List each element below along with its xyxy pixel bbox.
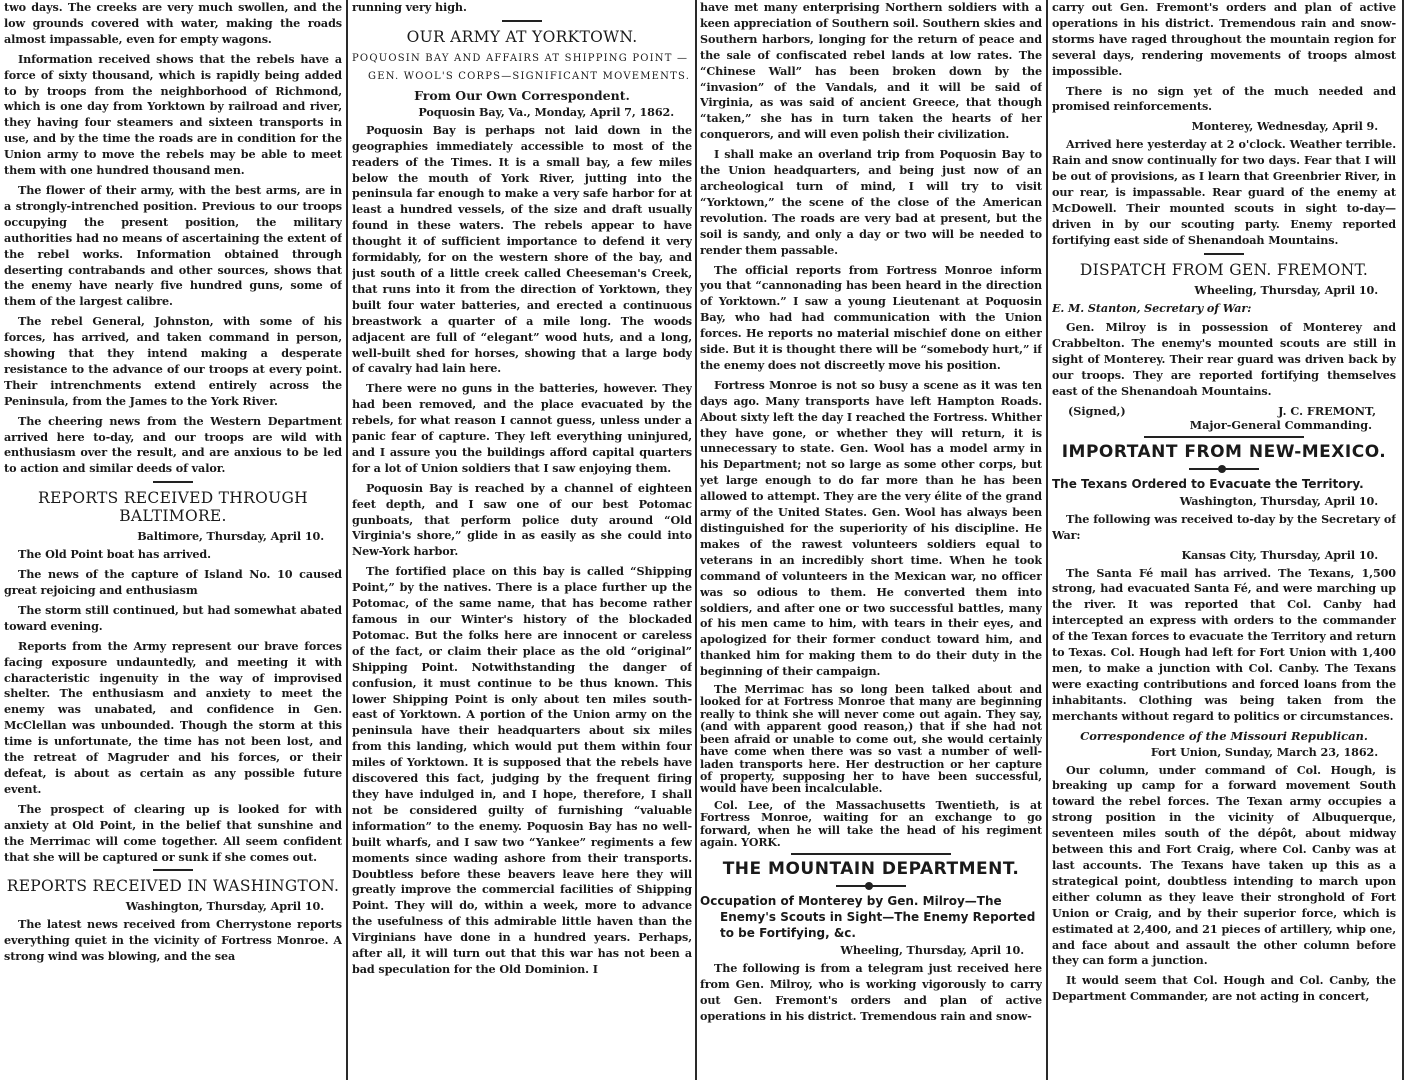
section-headline: DISPATCH FROM GEN. FREMONT.: [1079, 260, 1369, 279]
article-paragraph: The rebel General, Johnston, with some of his forces, has arrived, and taken command in person, showing that they intend making a desperate resistance to the advance of our troops at every point. Their intrenchments extend entirely across the Peninsula, from the James to the York River.: [4, 314, 342, 408]
column-2: [352, 0, 692, 1080]
article-paragraph: The latest news received from Cherrystone reports everything quiet in the vicinity of Fortress Monroe. A strong wind was blowing, and the sea: [4, 917, 342, 964]
department-headline: IMPORTANT FROM NEW-MEXICO.: [1061, 441, 1387, 462]
article-paragraph: carry out Gen. Fremont's orders and plan of active operations in his district. Tremendous rain and snow-storms have raged throughout the mountain region for several days, rendering movements of troops almost impossible.: [1052, 0, 1396, 78]
correspondent-line: From Our Own Correspondent.: [414, 87, 630, 103]
article-paragraph: Arrived here yesterday at 2 o'clock. Weather terrible. Rain and snow continually for two days. Fear that I will be out of provisions, as I learn that Greenbrier River, in our rear, is impassable. Rear guard of the enemy at McDowell. Their mounted scouts in sight to-day—driven in by our scouting party. Enemy reported fortifying east side of Shenandoah Mountains.: [1052, 137, 1396, 247]
section-divider: [153, 481, 193, 483]
article-paragraph: Reports from the Army represent our brave forces facing exposure undauntedly, and meeting it with characteristic ingenuity in the way of improvised shelter. The enthusiasm and anxiety to meet the enemy was unabated, and confidence in Gen. McClellan was unbounded. Though the storm at this time is unfortunate, the time has not been lost, and the retreat of Magruder and his forces, or their defeat, is about as certain as any possible future event.: [4, 638, 342, 796]
dateline: Wheeling, Thursday, April 10.: [840, 943, 1024, 958]
article-paragraph: Fortress Monroe is not so busy a scene as it was ten days ago. Many transports have left Hampton Roads. About sixty left the day I reached the Fortress. Whither they have gone, or whether they will return, it is unnecessary to state. Gen. Wool has a model army in his Department; not so large as some other corps, but yet large enough to do far more than he has been allowed to attempt. They are the very élite of the grand army of the United States. Gen. Wool has always been distinguished for the superiority of his discipline. He makes of the rawest volunteers soldiers equal to veterans in an incredibly short time. When he took command of volunteers in the Mexican war, no officer was so odious to them. He converted them into soldiers, and after one or two successful battles, many of his men came to him, with tears in their eyes, and apologized for their former conduct toward him, and thanked him for making them to do their duty in the beginning of their campaign.: [700, 377, 1042, 679]
column-1: [4, 0, 342, 1080]
article-paragraph: two days. The creeks are very much swollen, and the low grounds covered with water, making the roads almost impassable, even for empty wagons.: [4, 0, 342, 46]
section-divider-long: [791, 853, 951, 855]
section-headline: OUR ARMY AT YORKTOWN.: [406, 27, 638, 46]
dateline: Fort Union, Sunday, March 23, 1862.: [1150, 744, 1378, 759]
subheadline: The Texans Ordered to Evacuate the Territory.: [1052, 476, 1364, 491]
dateline: Poquosin Bay, Va., Monday, April 7, 1862.: [418, 104, 674, 119]
dateline: Washington, Thursday, April 10.: [125, 899, 324, 914]
article-paragraph: The following is from a telegram just received here from Gen. Milroy, who is working vigorously to carry out Gen. Fremont's orders and plan of active operations in his district. Tremendous rain and snow-: [700, 961, 1042, 1023]
article-paragraph: Poquosin Bay is reached by a channel of eighteen feet depth, and I saw one of our best Potomac gunboats, that perform police duty around “Old Virginia's shore,” glide in as easily as she could into New-York harbor.: [352, 480, 692, 559]
column-rule: [346, 0, 348, 1080]
article-paragraph: The fortified place on this bay is called “Shipping Point,” by the natives. There is a place further up the Potomac, of the same name, that has become rather famous in our Winter's history of the blockaded Potomac. But the folks here are innocent or careless of the fact, or claim their place as the old “original” Shipping Point. Notwithstanding the danger of confusion, it must continue to be thus known. This lower Shipping Point is only about ten miles south-east of Yorktown. A portion of the Union army on the peninsula have their headquarters about six miles from this landing, which would put them within four miles of Yorktown. It is supposed that the rebels have discovered this fact, judging by the frequent firing they have indulged in, and I hope, therefore, I shall not be considered guilty of furnishing “valuable information” to the enemy. Poquosin Bay has no well-built wharfs, and I saw two “Yankee” regiments a few moments since wading ashore from their transports. Doubtless before these beavers leave here they will greatly improve the commercial facilities of Shipping Point. They will do, within a week, more to advance the usefulness of this admirable little haven than the Virginians have done in a hundred years. Perhaps, after all, it will turn out that this war has not been a bad speculation for the Old Dominion. I: [352, 564, 692, 976]
correspondence-credit: Correspondence of the Missouri Republican.: [1080, 728, 1368, 743]
article-paragraph: The following was received to-day by the Secretary of War:: [1052, 511, 1396, 542]
article-paragraph: have met many enterprising Northern soldiers with a keen appreciation of Southern soil. Southern skies and Southern harbors, longing for the return of peace and the sale of confiscated rebel lands at low rates. The “Chinese Wall” has been broken down by the “invasion” of the Vandals, and it will be said of Virginia, as was said of ancient Greece, that though “taken,” she has in turn taken the hearts of her conquerors, and will even polish their civilization.: [700, 0, 1042, 142]
headline-deck: POQUOSIN BAY AND AFFAIRS AT SHIPPING POINT —GEN. WOOL'S CORPS—SIGNIFICANT MOVEMENTS.: [352, 52, 691, 82]
dateline: Washington, Thursday, April 10.: [1179, 493, 1378, 508]
signatory-name: J. C. FREMONT,: [1278, 403, 1376, 418]
article-paragraph: Our column, under command of Col. Hough, is breaking up camp for a forward movement South toward the rebel forces. The Texan army occupies a strong position in the vicinity of Albuquerque, seventeen miles south of the dépôt, about midway between this and Fort Craig, where Col. Canby was at last accounts. The Texans have taken up this as a strategical point, doubtless intending to march upon either column as they leave their stronghold of Fort Union or Craig, and by their superior force, which is estimated at 2,400, and 21 pieces of artillery, whip one, and face about and assault the other column before they can form a junction.: [1052, 762, 1396, 968]
article-paragraph: Col. Lee, of the Massachusetts Twentieth, is at Fortress Monroe, waiting for an exchange to go forward, when he will take the head of his regiment again. YORK.: [700, 798, 1042, 849]
article-paragraph: E. M. Stanton, Secretary of War:: [1052, 300, 1252, 315]
article-paragraph: I shall make an overland trip from Poquosin Bay to the Union headquarters, and being just now of an archeological turn of mind, I will try to visit “Yorktown,” the scene of the close of the American revolution. The roads are very bad at present, but the soil is sandy, and only a day or two will be needed to render them passable.: [700, 147, 1042, 257]
article-paragraph: The flower of their army, with the best arms, are in a strongly-intrenched position. Previous to our troops occupying the present position, the military authorities had no means of ascertaining the extent of the rebel works. Information obtained through deserting contrabands and other sources, shows that the enemy have nearly five hundred guns, some of them of the largest calibre.: [4, 182, 342, 309]
section-divider: [153, 869, 193, 871]
article-paragraph: There is no sign yet of the much needed and promised reinforcements.: [1052, 83, 1396, 114]
ornamental-divider: [1189, 468, 1259, 470]
subheadline: Occupation of Monterey by Gen. Milroy—The Enemy's Scouts in Sight—The Enemy Reported to be Fortifying, &c.: [700, 894, 1036, 941]
article-paragraph: The Santa Fé mail has arrived. The Texans, 1,500 strong, had evacuated Santa Fé, and were marching up the river. It was reported that Col. Canby had intercepted an express with orders to the commander of the Texan forces to evacuate the Territory and return to Texas. Col. Hough had left for Fort Union with 1,400 men, to make a junction with Col. Canby. The Texans were exacting contributions and forced loans from the inhabitants. Clothing was being taken from the merchants without regard to politics or circumstances.: [1052, 565, 1396, 723]
article-paragraph: The storm still continued, but had somewhat abated toward evening.: [4, 602, 342, 633]
article-paragraph: The Merrimac has so long been talked about and looked for at Fortress Monroe that many are beginning really to think she will never come out again. They say, (and with apparent good reason,) that if she had not been afraid or unable to come out, she would certainly have come when there was so vast a number of well-laden transports here. Her destruction or her capture of property, supposing her to have been successful, would have been incalculable.: [700, 683, 1042, 796]
column-rule: [1402, 0, 1404, 1080]
dateline: Wheeling, Thursday, April 10.: [1194, 282, 1378, 297]
article-paragraph: The official reports from Fortress Monroe inform you that “cannonading has been heard in the direction of Yorktown.” I saw a young Lieutenant at Poquosin Bay, who had had communication with the Union forces. He reports no material mischief done on either side. But it is thought there will be “somebody hurt,” if the enemy does not discreetly move his position.: [700, 262, 1042, 372]
signatory-title: Major-General Commanding.: [1189, 417, 1372, 432]
column-rule: [695, 0, 697, 1080]
dateline: Kansas City, Thursday, April 10.: [1181, 547, 1378, 562]
article-paragraph: The news of the capture of Island No. 10 caused great rejoicing and enthusiasm: [4, 567, 342, 597]
article-paragraph: Information received shows that the rebels have a force of sixty thousand, which is rapidly being added to by troops from the neighborhood of Richmond, which is one day from Yorktown by railroad and river, they having four steamers and sixteen transports in use, and by the time the roads are in condition for the Union army to move the rebels may be able to meet them with one hundred thousand men.: [4, 51, 342, 178]
article-paragraph: Gen. Milroy is in possession of Monterey and Crabbelton. The enemy's mounted scouts are still in sight of Monterey. Their rear guard was driven back by our troops. They are reported fortifying themselves east of the Shenandoah Mountains.: [1052, 320, 1396, 399]
signed-label: (Signed,): [1068, 403, 1126, 418]
section-divider: [502, 20, 542, 22]
article-paragraph: Poquosin Bay is perhaps not laid down in the geographies immediately accessible to most of the readers of the Times. It is a small bay, a few miles below the mouth of York River, jutting into the peninsula far enough to make a very safe harbor for at least a hundred vessels, of the size and draft usually found in these waters. The rebels appear to have thought it of sufficient importance to defend it very formidably, for on the western shore of the bay, and just south of a little creek called Cheeseman's Creek, that runs into it from the direction of Yorktown, they built four water batteries, and erected a continuous breastwork a quarter of a mile long. The woods adjacent are full of “elegant” wood huts, and a long, well-built shed for horses, showing that a large body of cavalry had lain here.: [352, 122, 692, 376]
column-3: [700, 0, 1042, 1080]
section-headline: REPORTS RECEIVED IN WASHINGTON.: [6, 877, 340, 896]
dateline: Baltimore, Thursday, April 10.: [137, 529, 324, 544]
ornamental-divider: [836, 885, 906, 887]
column-4: [1052, 0, 1396, 1080]
article-paragraph: running very high.: [352, 0, 467, 14]
article-paragraph: There were no guns in the batteries, however. They had been removed, and the place evacuated by the rebels, for what reason I cannot guess, unless under a panic fear of capture. They left everything uninjured, and I assure you the buildings afford capital quarters for a lot of Union soldiers that I saw enjoying them.: [352, 381, 692, 475]
article-paragraph: The Old Point boat has arrived.: [18, 547, 211, 562]
dateline: Monterey, Wednesday, April 9.: [1191, 119, 1378, 134]
department-headline: THE MOUNTAIN DEPARTMENT.: [722, 859, 1020, 880]
article-paragraph: The prospect of clearing up is looked for with anxiety at Old Point, in the belief that sunshine and the Merrimac will come together. All seem confident that she will be captured or sunk if she comes out.: [4, 801, 342, 864]
article-paragraph: It would seem that Col. Hough and Col. Canby, the Department Commander, are not acting in concert,: [1052, 973, 1396, 1004]
column-rule: [1046, 0, 1048, 1080]
article-paragraph: The cheering news from the Western Department arrived here to-day, and our troops are wild with enthusiasm over the result, and are anxious to be led to action and similar deeds of valor.: [4, 413, 342, 476]
section-divider: [1204, 253, 1244, 255]
signature-line: [1052, 404, 1396, 418]
section-divider-long: [1144, 436, 1304, 438]
section-headline: REPORTS RECEIVED THROUGH BALTIMORE.: [38, 489, 308, 526]
